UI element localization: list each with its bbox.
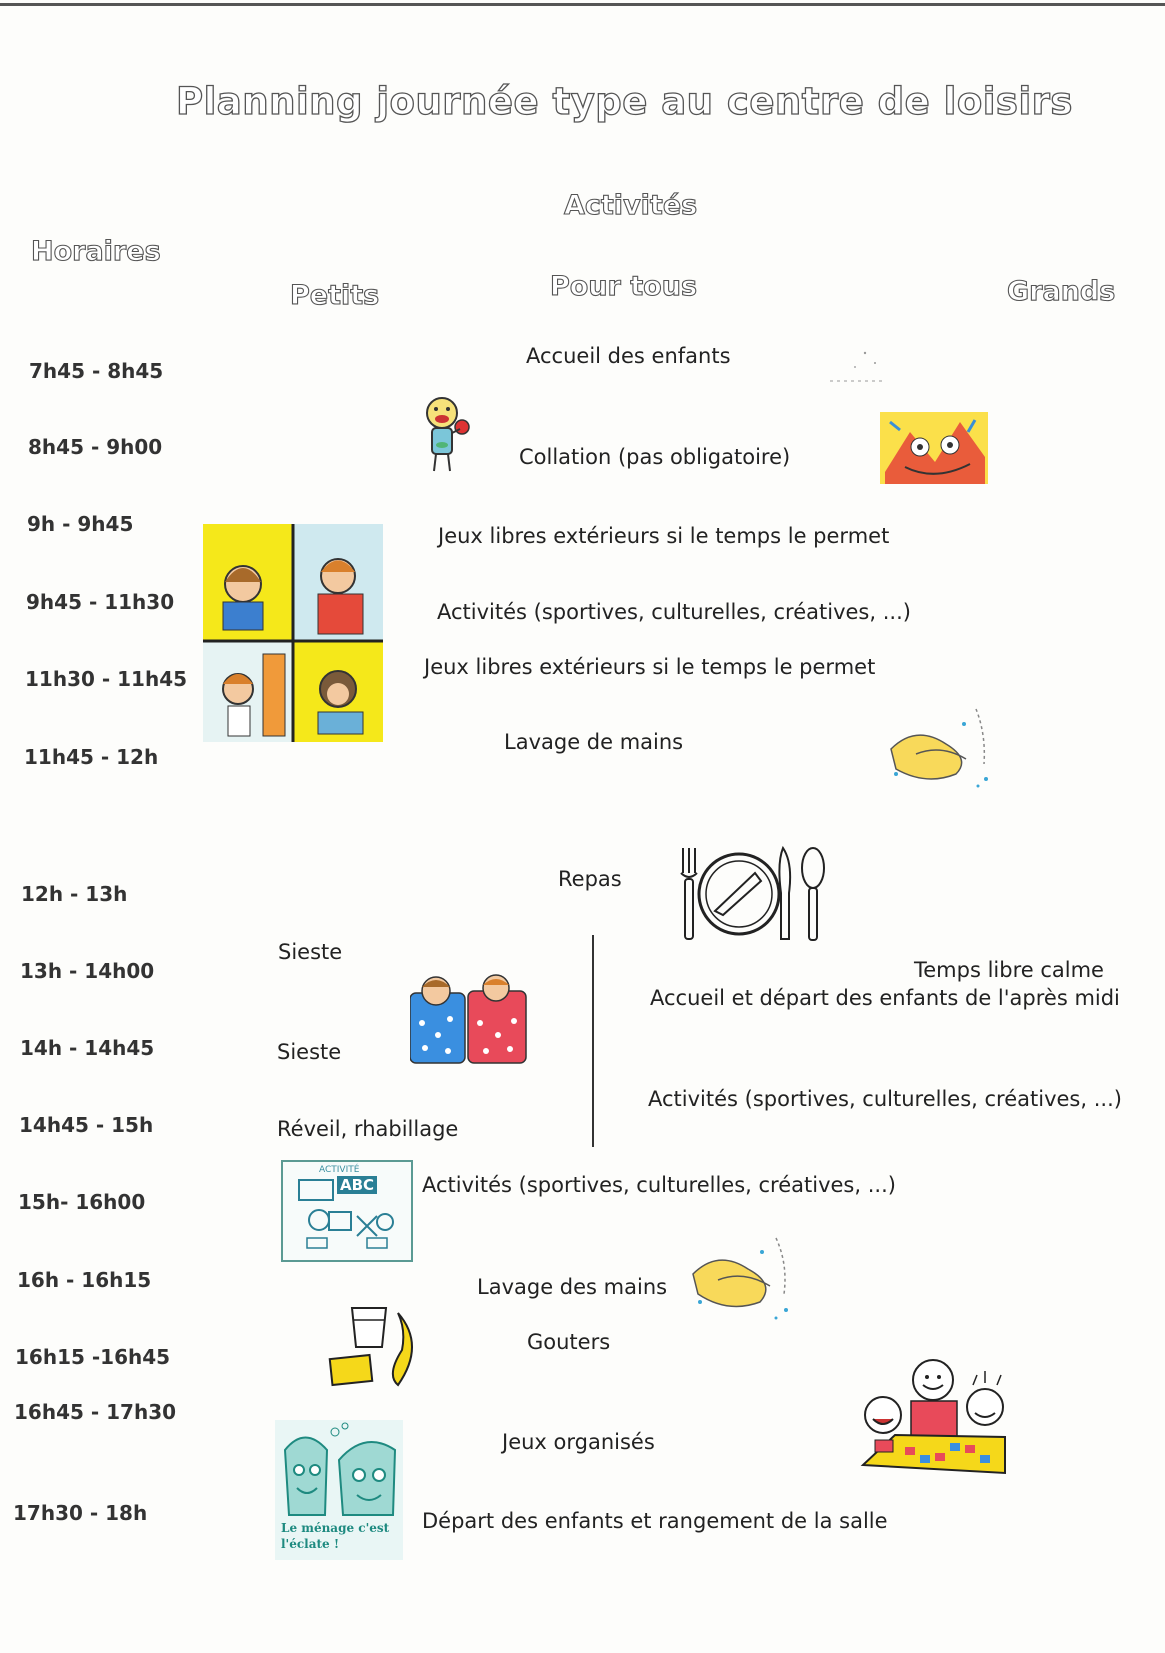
hand-washing-icon <box>688 1234 806 1324</box>
speckle-marks <box>825 345 895 385</box>
activity-activites: Activités (sportives, culturelles, créatives, ...) <box>422 1173 896 1197</box>
hand-washing-icon <box>886 704 1006 794</box>
time-slot: 16h - 16h15 <box>17 1268 152 1292</box>
activity-activites: Activités (sportives, culturelles, créatives, ...) <box>437 600 911 624</box>
activity-lavage-mains: Lavage de mains <box>504 730 684 754</box>
kids-playing-board-game-icon <box>855 1355 1013 1485</box>
time-slot: 14h - 14h45 <box>20 1036 155 1060</box>
activity-accueil: Accueil des enfants <box>526 344 731 368</box>
scan-top-border <box>0 3 1165 6</box>
activity-jeux-organises: Jeux organisés <box>502 1430 655 1454</box>
time-slot: 13h - 14h00 <box>20 959 155 983</box>
header-horaires: Horaires <box>31 236 161 267</box>
menage-caption: Le ménage c'est l'éclate ! <box>281 1521 390 1551</box>
activity-reveil: Réveil, rhabillage <box>277 1117 459 1141</box>
activity-sieste: Sieste <box>277 1040 342 1064</box>
glass-banana-biscuit-icon <box>328 1305 423 1387</box>
time-slot: 12h - 13h <box>21 882 128 906</box>
activity-gouters: Gouters <box>527 1330 611 1354</box>
sleeping-children-icon <box>410 973 530 1065</box>
activity-collation: Collation (pas obligatoire) <box>519 445 791 469</box>
activity-jeux-libres: Jeux libres extérieurs si le temps le permet <box>438 524 890 548</box>
header-grands: Grands <box>1007 276 1116 307</box>
plate-fork-knife-spoon-icon <box>673 843 833 945</box>
school-items-icon <box>297 1176 397 1252</box>
time-slot: 11h45 - 12h <box>24 745 159 769</box>
time-slot: 14h45 - 15h <box>19 1113 154 1137</box>
page-title: Planning journée type au centre de loisirs <box>176 80 1073 123</box>
time-slot: 9h45 - 11h30 <box>26 590 175 614</box>
header-petits: Petits <box>290 280 380 311</box>
activity-repas: Repas <box>558 867 622 891</box>
header-activites: Activités <box>564 190 698 221</box>
children-playing-panels-icon <box>203 524 383 742</box>
time-slot: 17h30 - 18h <box>13 1501 148 1525</box>
time-slot: 11h30 - 11h45 <box>25 667 188 691</box>
activity-accueil-depart: Accueil et départ des enfants de l'après midi <box>650 986 1120 1010</box>
afternoon-divider-line <box>592 935 594 1147</box>
time-slot: 7h45 - 8h45 <box>29 359 164 383</box>
kid-eating-apple-icon <box>418 395 480 477</box>
time-slot: 9h - 9h45 <box>27 512 134 536</box>
colorful-monsters-icon <box>880 412 988 484</box>
activite-abc-illustration <box>281 1160 413 1262</box>
activity-depart: Départ des enfants et rangement de la salle <box>422 1509 888 1533</box>
menage-eclate-illustration <box>275 1420 403 1560</box>
time-slot: 8h45 - 9h00 <box>28 435 163 459</box>
header-pour-tous: Pour tous <box>550 271 698 302</box>
time-slot: 16h15 -16h45 <box>15 1345 171 1369</box>
activity-lavage-mains: Lavage des mains <box>477 1275 668 1299</box>
time-slot: 16h45 - 17h30 <box>14 1400 177 1424</box>
activity-jeux-libres: Jeux libres extérieurs si le temps le permet <box>424 655 876 679</box>
activity-temps-libre: Temps libre calme <box>914 958 1104 982</box>
activity-sieste: Sieste <box>278 940 343 964</box>
abc-label: ACTIVITÉ <box>319 1165 360 1175</box>
activity-activites-grands: Activités (sportives, culturelles, créatives, ...) <box>648 1087 1122 1111</box>
abc-text: ABC <box>337 1176 377 1194</box>
time-slot: 15h- 16h00 <box>18 1190 146 1214</box>
